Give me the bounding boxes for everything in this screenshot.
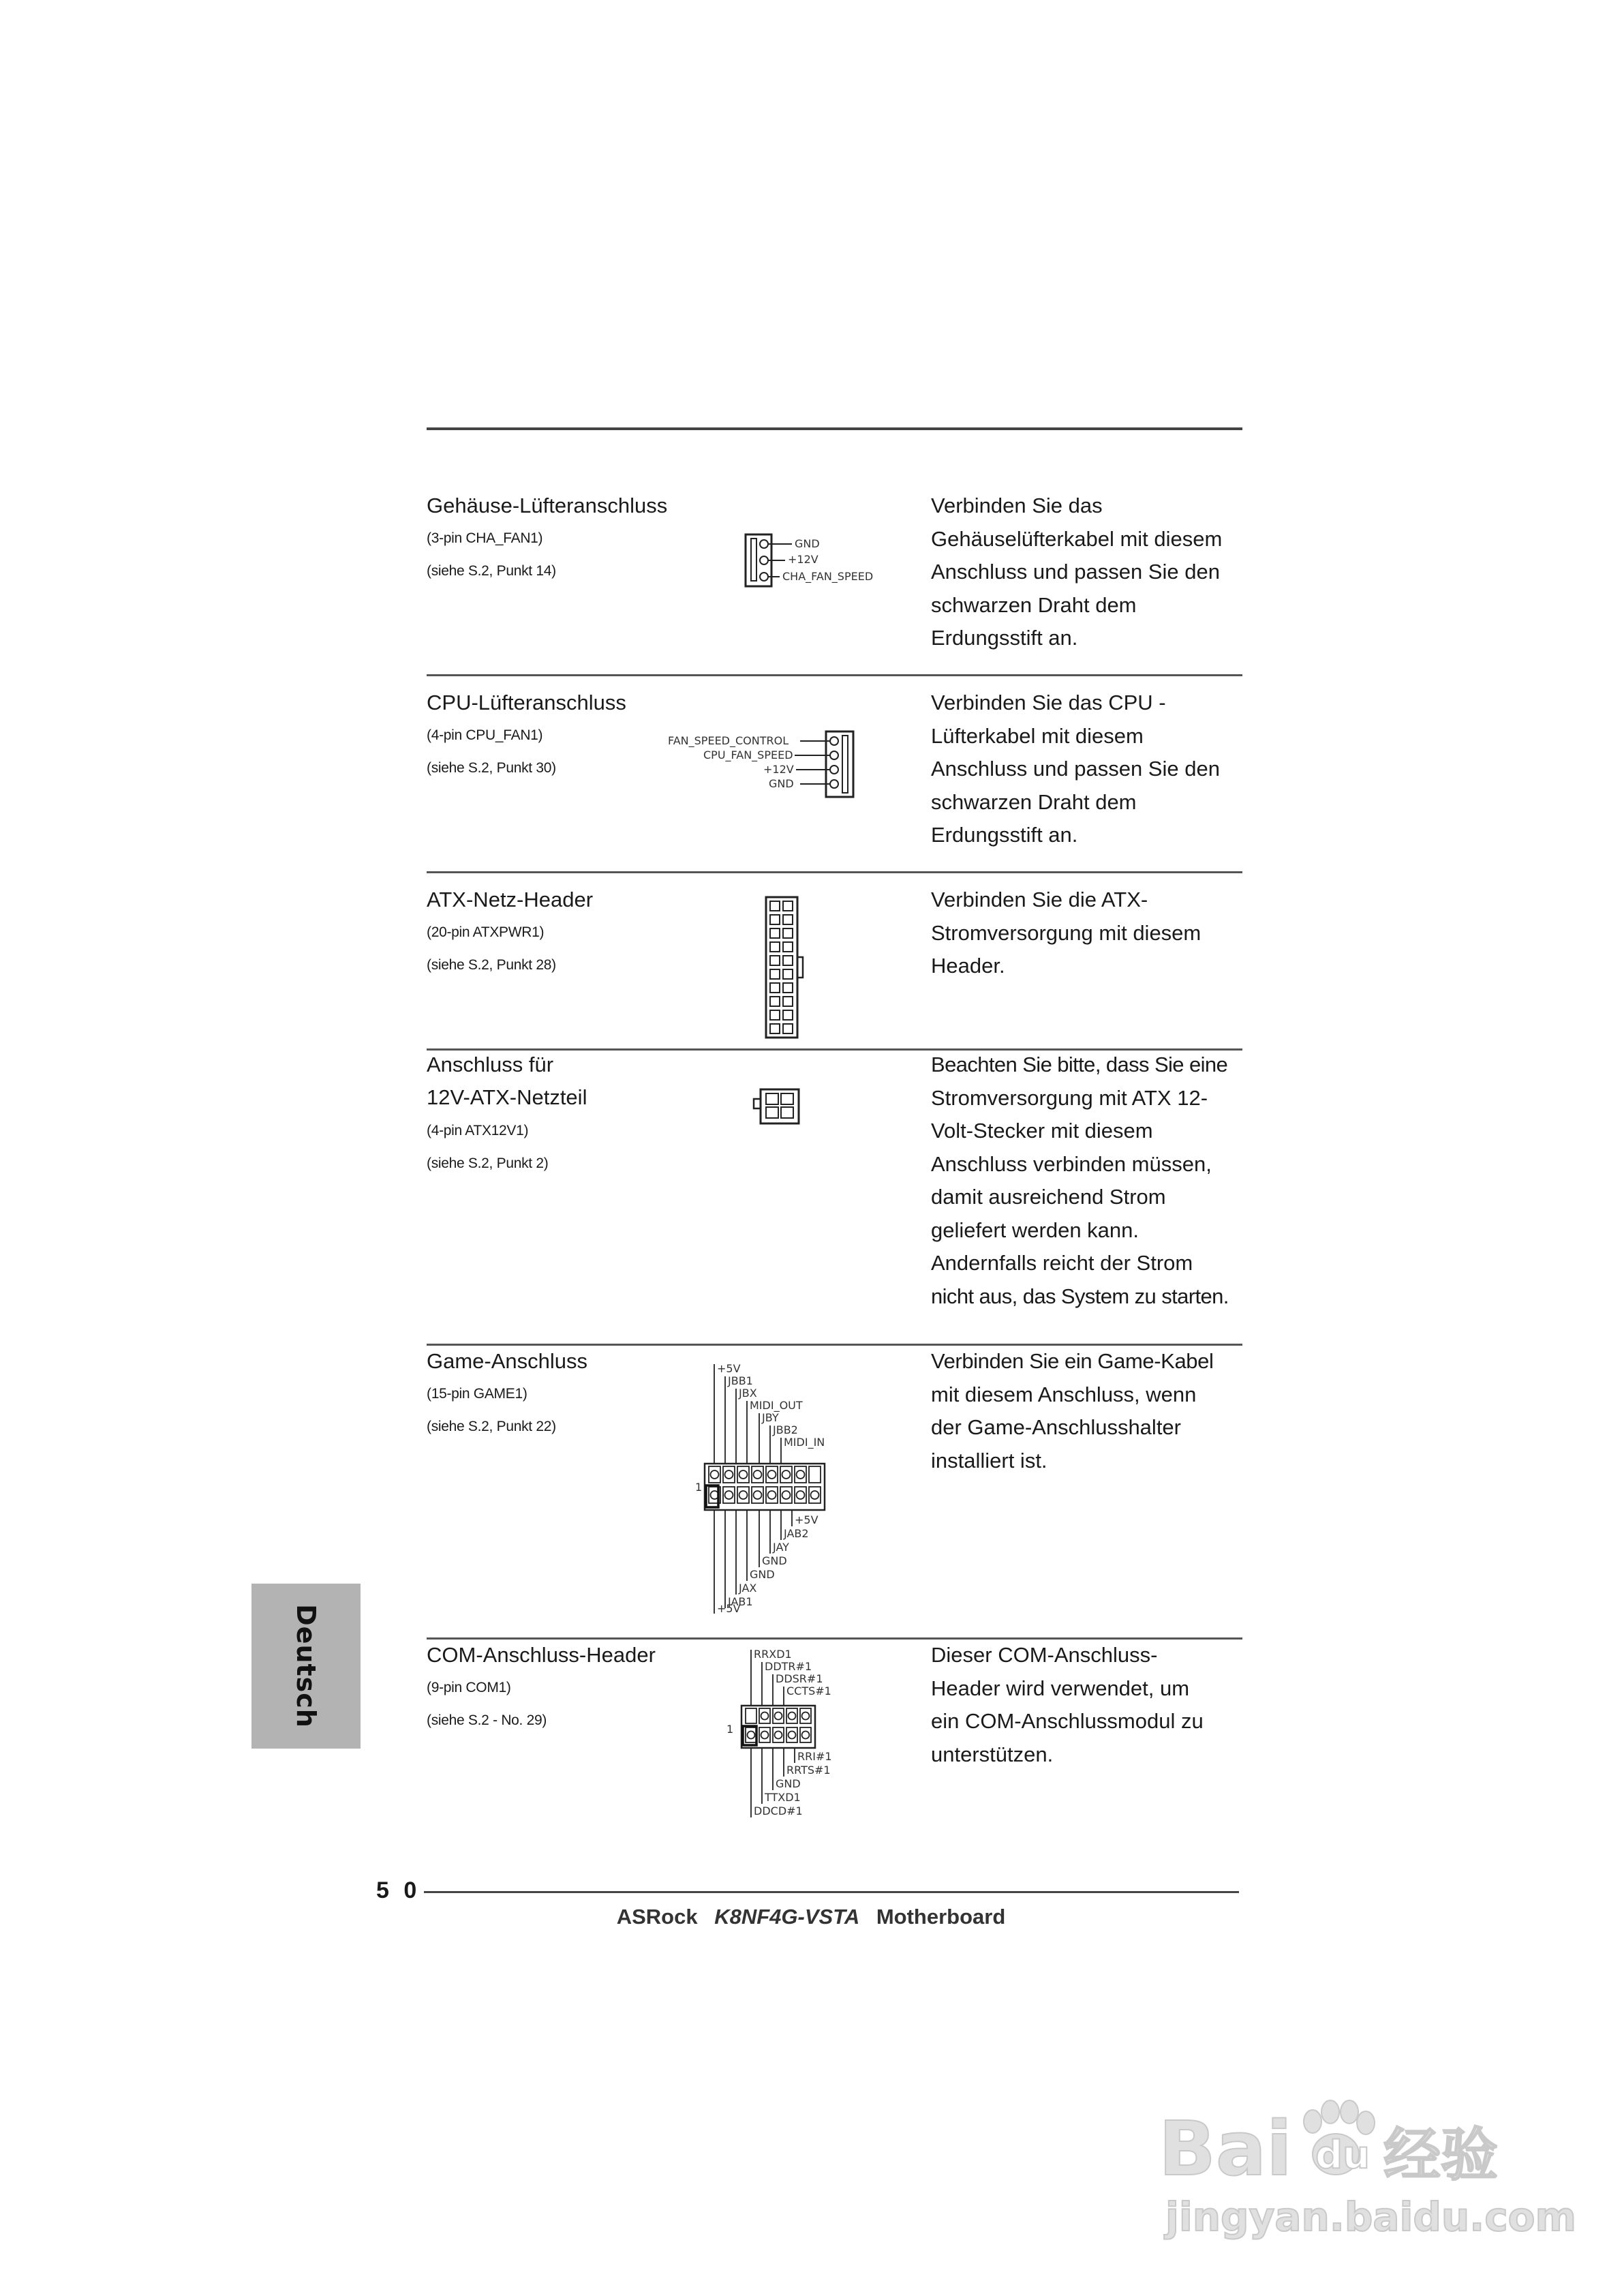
diagram-label: JBB2 <box>773 1423 798 1436</box>
diagram-label: JBB1 <box>728 1374 753 1387</box>
cha-fan-connector-diagram <box>744 533 894 588</box>
diagram-label: RRI#1 <box>797 1750 832 1763</box>
page-reference: (siehe S.2 - No. 29) <box>427 1712 547 1728</box>
baidu-watermark <box>1152 2072 1576 2243</box>
diagram-label: +5V <box>717 1362 741 1375</box>
watermark-brand-2: du <box>1315 2133 1370 2177</box>
diagram-label: CHA_FAN_SPEED <box>782 570 874 583</box>
top-rule <box>427 427 1242 430</box>
diagram-label: DDCD#1 <box>754 1804 803 1817</box>
diagram-label: CCTS#1 <box>786 1685 831 1697</box>
watermark-cn: 经验 <box>1383 2121 1499 2188</box>
page-reference: (siehe S.2, Punkt 14) <box>427 563 556 579</box>
diagram-label: JBY <box>762 1411 779 1424</box>
com-port-connector-diagram <box>724 1647 860 1824</box>
diagram-label: RRXD1 <box>754 1648 792 1661</box>
pin-spec: (15-pin GAME1) <box>427 1386 527 1402</box>
diagram-label: GND <box>769 777 794 790</box>
pin-cell <box>783 997 793 1006</box>
section-title: CPU-Lüfteranschluss <box>427 691 626 714</box>
atx12v-connector-diagram <box>754 1088 803 1126</box>
pin-spec: (3-pin CHA_FAN1) <box>427 530 543 546</box>
pin-cell <box>770 1024 780 1033</box>
section-title: COM-Anschluss-Header <box>427 1643 656 1667</box>
diagram-label: GND <box>795 537 820 550</box>
pin1-marker: 1 <box>726 1723 734 1736</box>
watermark-url: jingyan.baidu.com <box>1165 2194 1576 2240</box>
section-title: Gehäuse-Lüfteranschluss <box>427 494 668 517</box>
pin-cell <box>783 901 793 911</box>
language-label: Deutsch <box>291 1604 321 1728</box>
section-title-line: Anschluss für <box>427 1053 554 1076</box>
diagram-label: JBX <box>739 1387 757 1400</box>
diagram-label: DDTR#1 <box>765 1660 812 1673</box>
diagram-label: +12V <box>788 553 818 566</box>
pin-cell <box>783 983 793 993</box>
pin-spec: (20-pin ATXPWR1) <box>427 924 545 940</box>
pin-spec: (4-pin CPU_FAN1) <box>427 727 543 743</box>
section-title: ATX-Netz-Header <box>427 888 594 911</box>
pin-cell <box>783 1024 793 1033</box>
diagram-label: JAY <box>773 1541 789 1554</box>
footer-model: K8NF4G-VSTA <box>714 1905 860 1929</box>
diagram-label: MIDI_OUT <box>750 1399 803 1412</box>
section-title: Game-Anschluss <box>427 1349 588 1373</box>
section-description: Beachten Sie bitte, dass Sie eine Stromversorgung mit ATX 12- Volt-Stecker mit diesem Anschluss verbinden müssen, damit ausreichend Strom geliefert werden kann. Andernfalls reicht der Strom nicht aus, das System zu starten. <box>931 1053 1229 1308</box>
diagram-label: TTXD1 <box>765 1791 801 1804</box>
page-reference: (siehe S.2, Punkt 2) <box>427 1155 549 1171</box>
diagram-label: DDSR#1 <box>776 1672 823 1685</box>
pin-spec: (4-pin ATX12V1) <box>427 1123 529 1138</box>
diagram-label: +5V <box>717 1602 741 1615</box>
diagram-label: GND <box>762 1554 787 1567</box>
section-description: Verbinden Sie ein Game-Kabel mit diesem Anschluss, wenn der Game-Anschlusshalter installiert ist. <box>931 1349 1214 1472</box>
pin-cell <box>783 928 793 938</box>
game-port-connector-diagram <box>686 1355 904 1614</box>
pin-cell <box>770 915 780 924</box>
diagram-label: JAB1 <box>728 1595 753 1608</box>
diagram-label: RRTS#1 <box>786 1764 831 1777</box>
pin1-marker: 1 <box>695 1481 703 1494</box>
pin-cell <box>783 1010 793 1020</box>
pin-cell <box>783 942 793 952</box>
footer-brand: ASRock <box>616 1905 698 1929</box>
footer <box>0 1905 1622 1929</box>
section-divider <box>427 674 1242 676</box>
section-description: Verbinden Sie die ATX- Stromversorgung mit diesem Header. <box>931 888 1202 978</box>
pin-cell <box>770 983 780 993</box>
pin-cell <box>770 901 780 911</box>
cpu-fan-connector-diagram <box>667 730 871 806</box>
watermark-brand: Bai <box>1159 2105 1292 2192</box>
pin-cell <box>783 956 793 965</box>
diagram-label: +12V <box>763 763 794 776</box>
diagram-label: GND <box>776 1777 801 1790</box>
page-reference: (siehe S.2, Punkt 22) <box>427 1419 556 1434</box>
pin-cell <box>783 915 793 924</box>
diagram-label: CPU_FAN_SPEED <box>703 749 793 761</box>
footer-product: Motherboard <box>876 1905 1006 1929</box>
pin-cell <box>783 969 793 979</box>
diagram-label: FAN_SPEED_CONTROL <box>668 734 789 747</box>
pin-cell <box>770 956 780 965</box>
diagram-label: JAB2 <box>784 1527 809 1540</box>
section-description: Verbinden Sie das Gehäuselüfterkabel mit diesem Anschluss und passen Sie den schwarzen Draht dem Erdungsstift an. <box>931 494 1223 650</box>
section-title-line: 12V-ATX-Netzteil <box>427 1085 587 1109</box>
pin-cell <box>770 928 780 938</box>
section-description: Verbinden Sie das CPU - Lüfterkabel mit diesem Anschluss und passen Sie den schwarzen Draht dem Erdungsstift an. <box>931 691 1220 847</box>
diagram-label: +5V <box>795 1513 818 1526</box>
section-divider <box>427 871 1242 873</box>
page-number: 5 0 <box>376 1877 421 1903</box>
pin-spec: (9-pin COM1) <box>427 1680 511 1695</box>
pin-cell <box>770 1010 780 1020</box>
atx-power-connector-diagram <box>765 896 806 1040</box>
pin-cell <box>770 969 780 979</box>
page-reference: (siehe S.2, Punkt 30) <box>427 760 556 776</box>
pin-cell <box>770 997 780 1006</box>
pin-cell <box>770 942 780 952</box>
page-reference: (siehe S.2, Punkt 28) <box>427 957 556 973</box>
diagram-label: JAX <box>739 1582 757 1595</box>
section-description: Dieser COM-Anschluss- Header wird verwendet, um ein COM-Anschlussmodul zu unterstützen. <box>931 1643 1204 1766</box>
footer-rule <box>424 1891 1239 1893</box>
language-side-tab <box>251 1584 361 1749</box>
diagram-label: MIDI_IN <box>784 1436 825 1449</box>
diagram-label: GND <box>750 1568 775 1581</box>
